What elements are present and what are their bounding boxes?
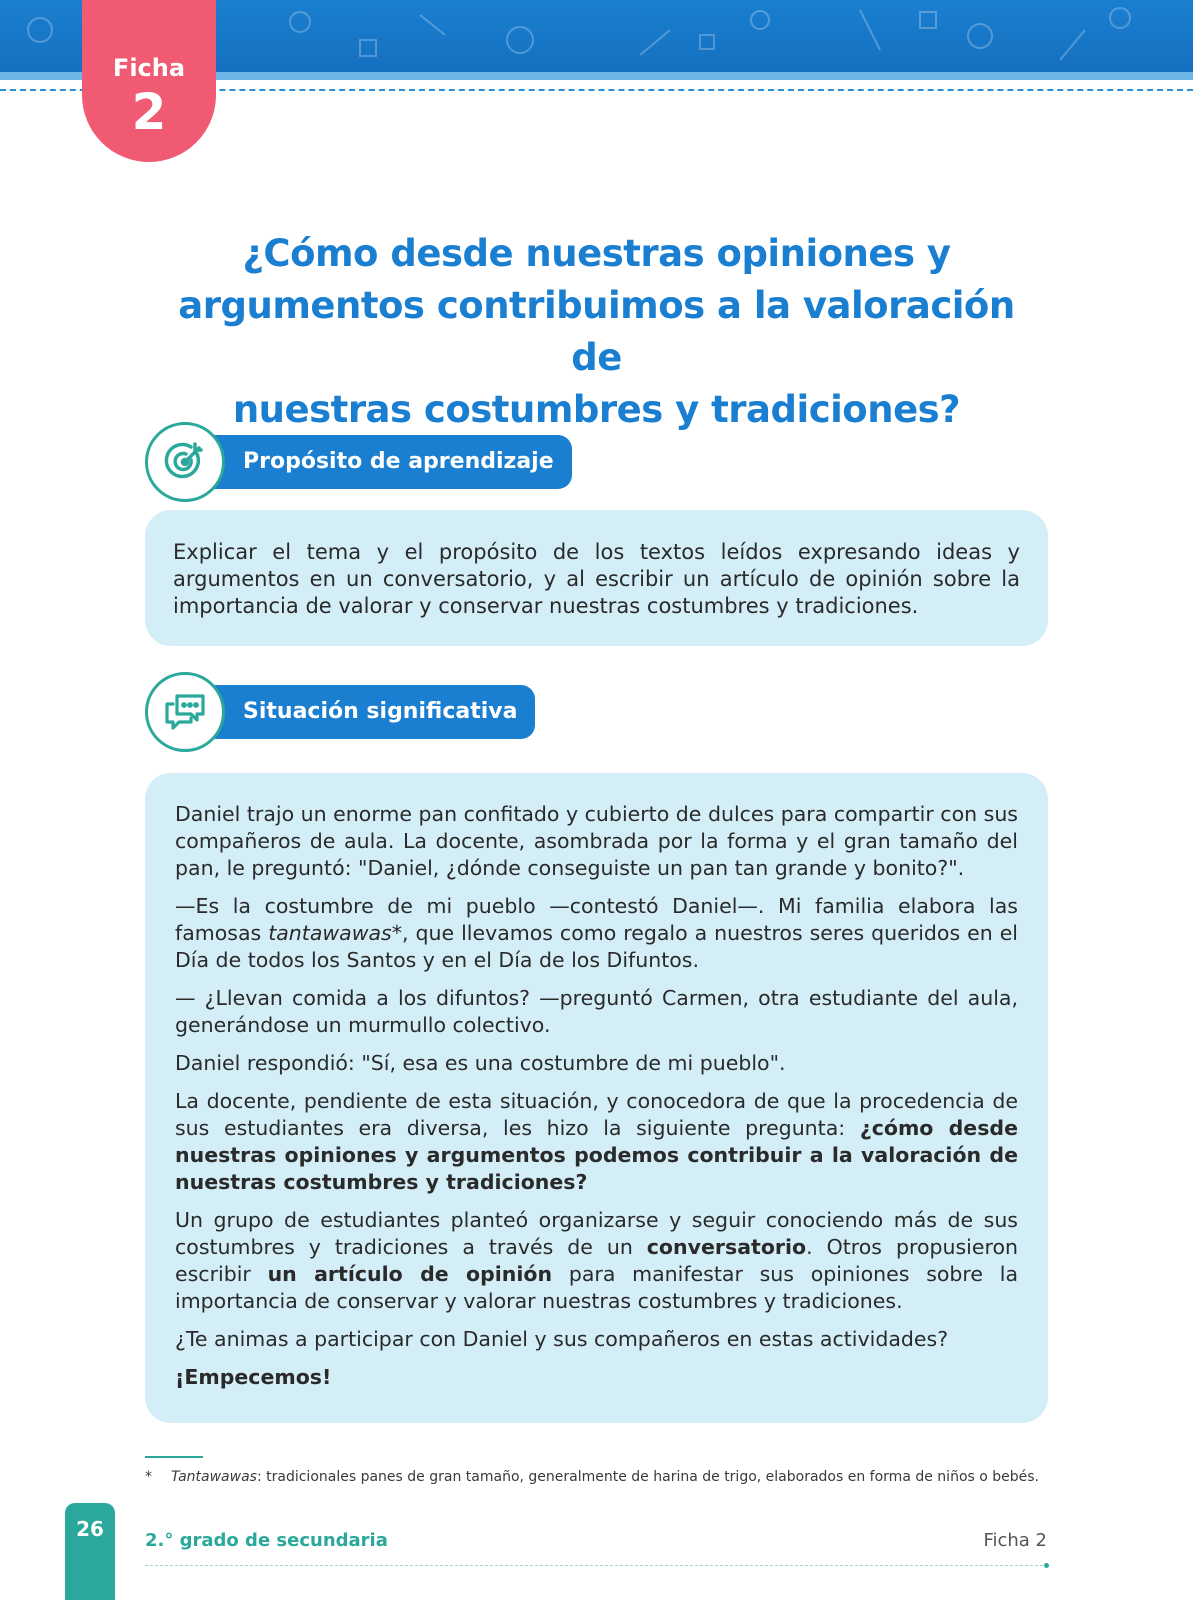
purpose-text: Explicar el tema y el propósito de los textos leídos expresando ideas y argumentos en un conversatorio, y al escribir un artículo de opinión sobre la importancia de valorar y conservar nuestras costumbres y tradiciones. <box>173 540 1020 618</box>
ficha-badge <box>82 0 216 162</box>
situation-paragraph-7: ¿Te animas a participar con Daniel y sus compañeros en estas actividades? <box>175 1327 949 1351</box>
situation-heading <box>145 672 545 752</box>
conversatorio-term: conversatorio <box>646 1235 807 1259</box>
key-question: ¿cómo desde nuestras opiniones y argumentos podemos contribuir a la valoración de nuestras costumbres y tradiciones? <box>175 1116 1018 1194</box>
footer-dot <box>1044 1563 1049 1568</box>
page-number: 26 <box>65 1503 115 1600</box>
title-line-3: nuestras costumbres y tradiciones? <box>232 388 961 431</box>
situation-paragraph-6: Un grupo de estudiantes planteó organizarse y seguir conociendo más de sus costumbres y tradiciones a través de un conversatorio. Otros propusieron escribir un artículo de opinión para manifestar sus opiniones sobre la importancia de conservar y valorar nuestras costumbres y tradiciones. <box>175 1208 1019 1313</box>
situation-heading-label: Situación significativa <box>205 685 535 739</box>
footnote-rule <box>145 1456 203 1458</box>
target-icon <box>145 422 225 502</box>
purpose-box <box>145 510 1048 646</box>
situation-paragraph-3: — ¿Llevan comida a los difuntos? —preguntó Carmen, otra estudiante del aula, generándose un murmullo colectivo. <box>175 986 1018 1037</box>
footnote-term: Tantawawas <box>171 1469 257 1485</box>
footnote-text: : tradicionales panes de gran tamaño, generalmente de harina de trigo, elaborados en forma de niños o bebés. <box>256 1469 1040 1485</box>
footer-rule <box>145 1565 1048 1566</box>
purpose-heading <box>145 422 585 502</box>
footnote <box>145 1468 1055 1486</box>
situation-paragraph-8: ¡Empecemos! <box>175 1365 332 1389</box>
ficha-number: 2 <box>131 83 167 141</box>
purpose-heading-label: Propósito de aprendizaje <box>205 435 572 489</box>
page-title <box>150 228 1043 436</box>
ficha-label: Ficha <box>112 54 186 82</box>
situation-box <box>145 773 1048 1423</box>
situation-paragraph-4: Daniel respondió: "Sí, esa es una costumbre de mi pueblo". <box>175 1051 786 1075</box>
articulo-term: un artículo de opinión <box>267 1262 553 1286</box>
footer-grade: 2.° grado de secundaria <box>145 1530 388 1551</box>
situation-paragraph-5: La docente, pendiente de esta situación, y conocedora de que la procedencia de sus estudiantes era diversa, les hizo la siguiente pregunta: ¿cómo desde nuestras opiniones y argumentos podemos contribuir a la valoración de nuestras costumbres y tradiciones? <box>175 1089 1018 1194</box>
footnote-marker: * <box>145 1469 152 1485</box>
situation-paragraph-2: —Es la costumbre de mi pueblo —contestó Daniel—. Mi familia elabora las famosas tantawawas*, que llevamos como regalo a nuestros seres queridos en el Día de todos los Santos y en el Día de los Difuntos. <box>175 894 1019 972</box>
title-line-1: ¿Cómo desde nuestras opiniones y <box>242 232 951 275</box>
tantawawas-term: tantawawas <box>268 921 392 945</box>
situation-paragraph-1: Daniel trajo un enorme pan confitado y cubierto de dulces para compartir con sus compañeros de aula. La docente, asombrada por la forma y el gran tamaño del pan, le preguntó: "Daniel, ¿dónde conseguiste un pan tan grande y bonito?". <box>175 802 1018 880</box>
footer-ficha: Ficha 2 <box>983 1530 1047 1551</box>
chat-bubbles-icon <box>145 672 225 752</box>
title-line-2: argumentos contribuimos a la valoración de <box>178 284 1015 379</box>
